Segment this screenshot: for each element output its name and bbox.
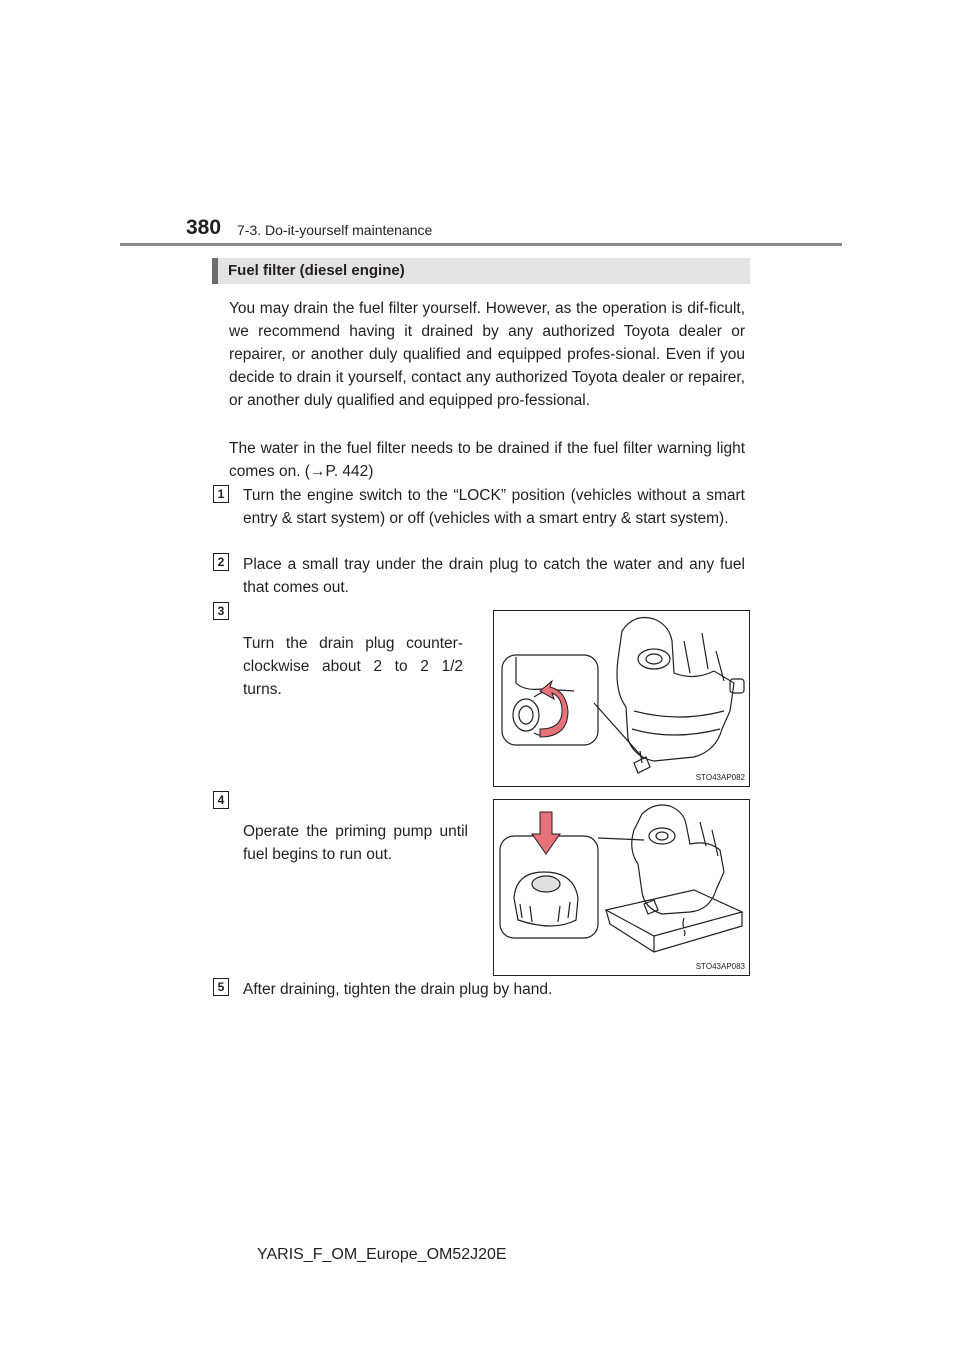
footer-doc-id: YARIS_F_OM_Europe_OM52J20E bbox=[257, 1246, 507, 1263]
section-title: 7-3. Do-it-yourself maintenance bbox=[237, 222, 433, 238]
step-number-1: 1 bbox=[213, 485, 229, 503]
fuel-filter-drawing bbox=[494, 611, 749, 786]
counterclockwise-arrow-icon bbox=[540, 681, 568, 737]
figure-code: STO43AP083 bbox=[695, 962, 745, 971]
intro-paragraph: The water in the fuel filter needs to be drained if the fuel filter warning light comes on. (→P. 442) bbox=[229, 440, 745, 480]
fuel-filter-tray-drawing bbox=[494, 800, 749, 975]
step-text-4: Operate the priming pump until fuel begins to run out. bbox=[243, 823, 468, 863]
drain-plug-illustration bbox=[493, 610, 750, 787]
step-text-5: After draining, tighten the drain plug by hand. bbox=[243, 981, 553, 998]
step-number-2: 2 bbox=[213, 553, 229, 571]
step-number-3: 3 bbox=[213, 602, 229, 620]
down-arrow-icon bbox=[532, 812, 560, 854]
page-number: 380 bbox=[186, 216, 222, 239]
step-text-1: Turn the engine switch to the “LOCK” position (vehicles without a smart entry & start system) or off (vehicles with a smart entry & start system). bbox=[243, 487, 745, 527]
step-number-5: 5 bbox=[213, 978, 229, 996]
step-text-2: Place a small tray under the drain plug to catch the water and any fuel that comes out. bbox=[243, 556, 745, 596]
section-heading-text: Fuel filter (diesel engine) bbox=[228, 262, 405, 279]
step-number-4: 4 bbox=[213, 791, 229, 809]
figure-code: STO43AP082 bbox=[695, 773, 745, 782]
step-text-3: Turn the drain plug counter-clockwise about 2 to 2 1/2 turns. bbox=[243, 635, 463, 698]
section-heading bbox=[212, 258, 750, 284]
header-rule bbox=[120, 243, 842, 246]
priming-pump-illustration bbox=[493, 799, 750, 976]
intro-paragraph: You may drain the fuel filter yourself. However, as the operation is dif-ficult, we recommend having it drained by any authorized Toyota dealer or repairer, or another duly qualified and equipped profes-sional. Even if you decide to drain it yourself, contact any authorized Toyota dealer or repairer, or another duly qualified and equipped pro-fessional. bbox=[229, 300, 745, 409]
